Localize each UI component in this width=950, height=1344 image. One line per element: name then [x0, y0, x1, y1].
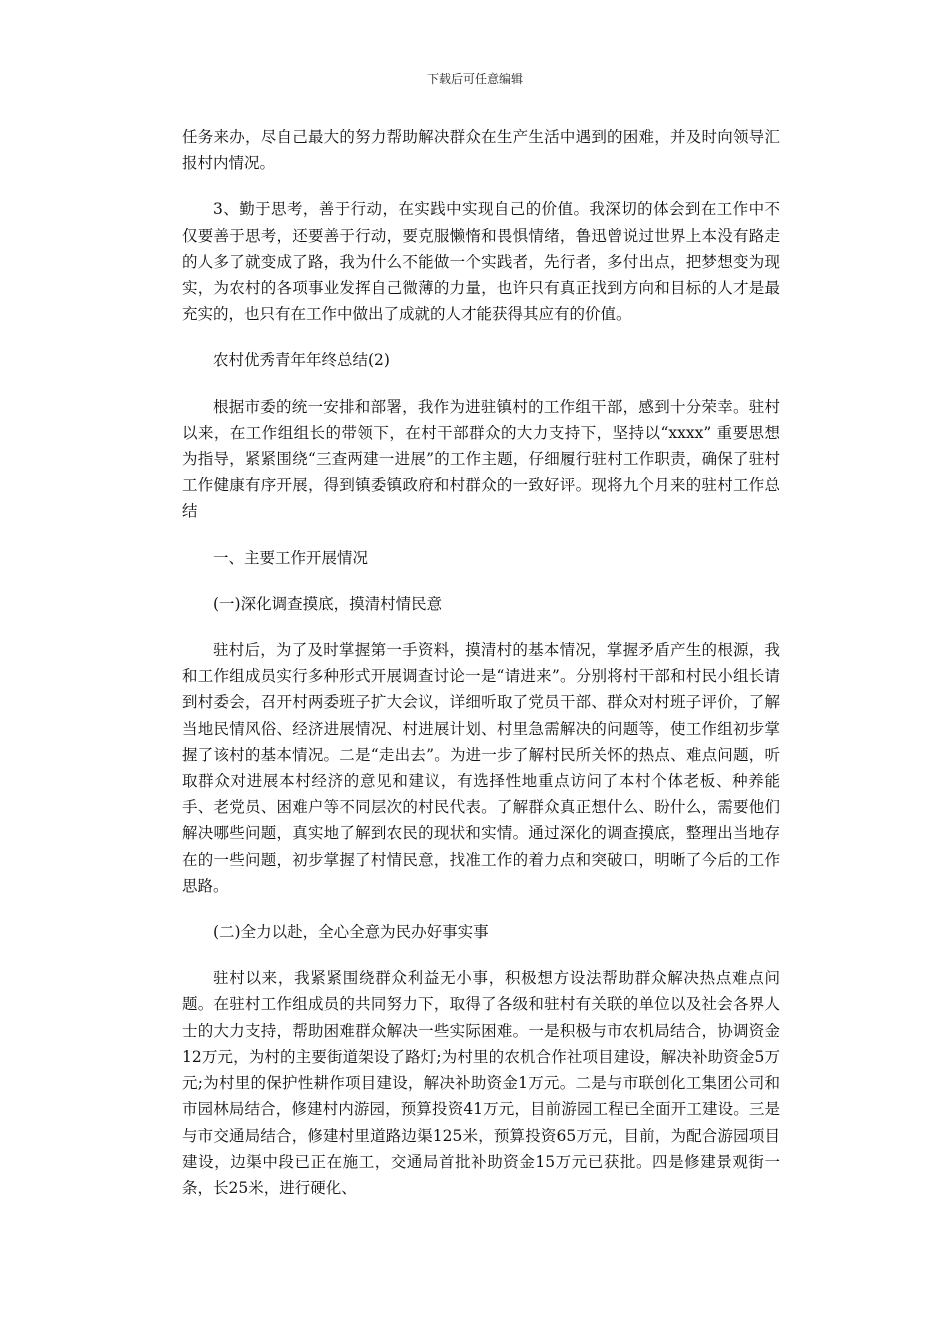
page-header-note: 下载后可任意编辑 [426, 72, 523, 86]
heading-main-work: 一、主要工作开展情况 [213, 548, 369, 567]
paragraph-gap [182, 571, 780, 591]
paragraph-gap [182, 945, 780, 965]
section-title: 农村优秀青年年终总结(2) [213, 351, 390, 370]
paragraph-intro: 根据市委的统一安排和部署，我作为进驻镇村的工作组干部，感到十分荣幸。驻村以来，在工作组组长的带领下，在村干部群众的大力支持下，坚持以“xxxx” 重要思想为指导，紧紧围绕“三查两建一进展”的工作主题，仔细履行驻村工作职责，确保了驻村工作健康有序开展，得到镇委镇政府和村群众的一致好评。现将九个月来的驻村工作总结 [182, 397, 780, 521]
paragraph-gap [182, 525, 780, 545]
paragraph-point-3: 3、勤于思考，善于行动，在实践中实现自己的价值。我深切的体会到在工作中不仅要善于思考，还要善于行动，要克服懒惰和畏惧情绪，鲁迅曾说过世界上本没有路走的人多了就变成了路，我为什么不能做一个实践者，先行者，多付出点，把梦想变为现实，为农村的各项事业发挥自己微薄的力量，也许只有真正找到方向和目标的人才是最充实的，也只有在工作中做出了成就的人才能获得其应有的价值。 [182, 200, 780, 324]
paragraph-gap [182, 617, 780, 637]
paragraph-gap [182, 374, 780, 394]
document-body [182, 124, 780, 1201]
subheading-1: (一)深化调查摸底，摸清村情民意 [213, 594, 443, 613]
paragraph-gap [182, 899, 780, 919]
paragraph-gap [182, 327, 780, 347]
paragraph-continuation: 任务来办，尽自己最大的努力帮助解决群众在生产生活中遇到的困难，并及时向领导汇报村内情况。 [182, 128, 780, 173]
paragraph-projects: 驻村以来，我紧紧围绕群众利益无小事，积极想方设法帮助群众解决热点难点问题。在驻村工作组成员的共同努力下，取得了各级和驻村有关联的单位以及社会各界人士的大力支持，帮助困难群众解决一些实际困难。一是积极与市农机局结合，协调资金12万元，为村的主要街道架设了路灯;为村里的农机合作社项目建设，解决补助资金5万元;为村里的保护性耕作项目建设，解决补助资金1万元。二是与市联创化工集团公司和市园林局结合，修建村内游园，预算投资41万元，目前游园工程已全面开工建设。三是与市交通局结合，修建村里道路边渠125米，预算投资65万元，目前，为配合游园项目建设，边渠中段已正在施工，交通局首批补助资金15万元已获批。四是修建景观街一条，长25米，进行硬化、 [182, 969, 780, 1197]
paragraph-survey: 驻村后，为了及时掌握第一手资料，摸清村的基本情况，掌握矛盾产生的根源，我和工作组成员实行多种形式开展调查讨论一是“请进来”。分别将村干部和村民小组长请到村委会，召开村两委班子扩大会议，详细听取了党员干部、群众对村班子评价，了解当地民情风俗、经济进展情况、村进展计划、村里急需解决的问题等，使工作组初步掌握了该村的基本情况。二是“走出去”。为进一步了解村民所关怀的热点、难点问题，听取群众对进展本村经济的意见和建议，有选择性地重点访问了本村个体老板、种养能手、老党员、困难户等不同层次的村民代表。了解群众真正想什么、盼什么，需要他们解决哪些问题，真实地了解到农民的现状和实情。通过深化的调查摸底，整理出当地存在的一些问题，初步掌握了村情民意，找准工作的着力点和突破口，明晰了今后的工作思路。 [182, 641, 780, 895]
subheading-2: (二)全力以赴，全心全意为民办好事实事 [213, 923, 489, 942]
paragraph-gap [182, 176, 780, 196]
